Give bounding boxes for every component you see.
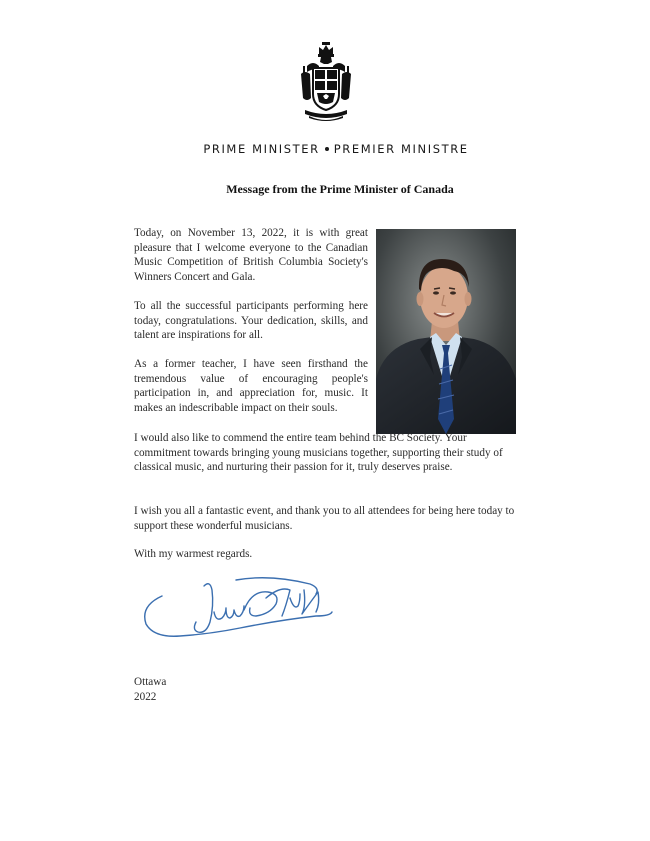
paragraph-former-teacher: As a former teacher, I have seen firsthand the tremendous value of encouraging people's participation in, and appreciation for, music. It makes an indescribable impact on their souls. [134, 358, 368, 414]
office-header [0, 142, 650, 156]
office-header-french: PREMIER MINISTRE [333, 142, 469, 156]
message-title: Message from the Prime Minister of Canada [226, 182, 454, 196]
paragraph-wish-event: I wish you all a fantastic event, and thank you to all attendees for being here today to support these wonderful musicians. [134, 505, 515, 532]
prime-minister-portrait [376, 229, 516, 434]
paragraph-congratulations: To all the successful participants performing here today, congratulations. Your dedication, skills, and talent are inspirations for all. [134, 300, 368, 342]
signoff-city: Ottawa [134, 676, 167, 688]
paragraph-welcome: Today, on November 13, 2022, it is with great pleasure that I welcome everyone to the Canadian Music Competition of British Columbia Society's Winners Concert and Gala. [134, 227, 368, 283]
separator-dot-icon [325, 147, 329, 151]
office-header-english: PRIME MINISTER [203, 142, 320, 156]
handwritten-signature [140, 576, 340, 648]
closing-line: With my warmest regards. [134, 548, 253, 560]
coat-of-arms-emblem [299, 40, 353, 124]
paragraph-commend-team: I would also like to commend the entire team behind the BC Society. Your commitment towards bringing young musicians together, supporting their study of classical music, and nurturing their passion for it, truly deserves praise. [134, 432, 503, 474]
signoff-year: 2022 [134, 691, 157, 703]
